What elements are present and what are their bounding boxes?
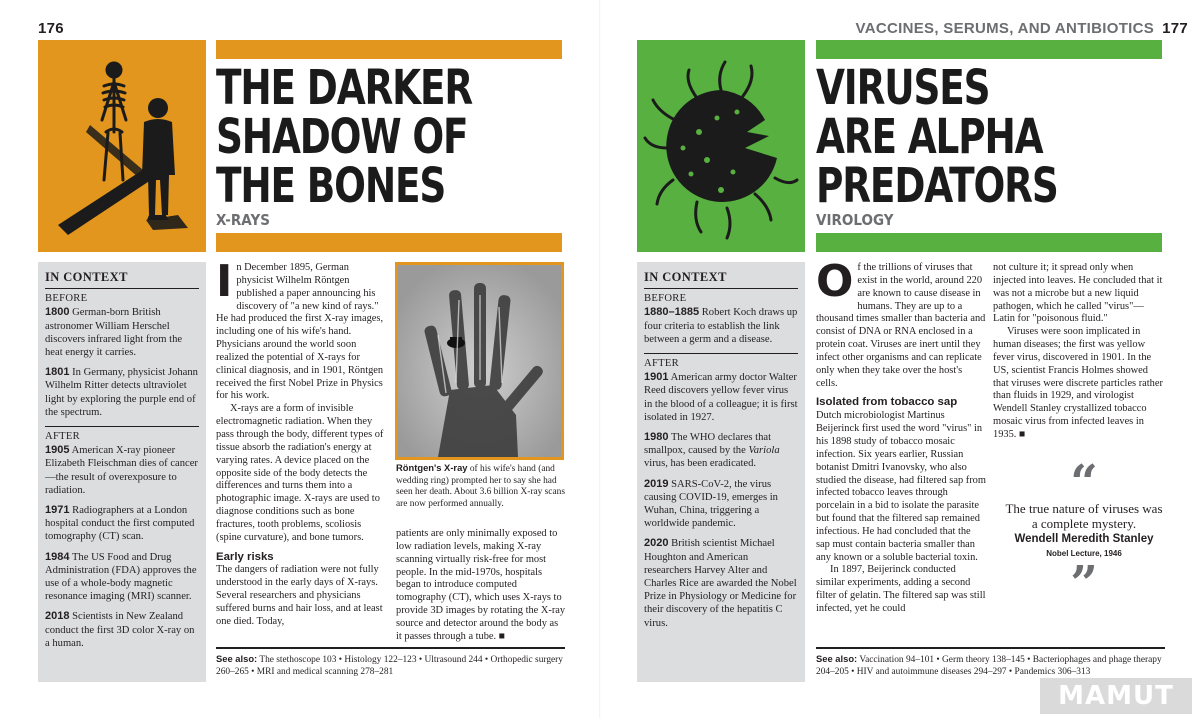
context-entry: 1971 Radiographers at a London hospital conduct the first computed tomography (CT) scan.	[45, 504, 195, 543]
context-entry: 1980 The WHO declares that smallpox, caused by the Variola virus, has been eradicated.	[644, 431, 780, 470]
body-paragraph: In December 1895, German physicist Wilhelm Röntgen published a paper announcing his discovery of "a new kind of rays." He had produced the first X-ray images, including one of his wife's hand. Physicians around the world soon realized the potential of X-rays for clinical diagnosis, and in 1901, Röntgen received the first Nobel Prize in Physics for his work.	[216, 256, 384, 402]
title-band-bottom	[816, 233, 1162, 252]
title-line: VIRUSES	[816, 60, 990, 116]
section-name: VACCINES, SERUMS, AND ANTIBIOTICS	[855, 20, 1155, 37]
context-entry: 1901 American army doctor Walter Reed discovers yellow fever virus in the blood of a colleague; it is first isolated in 1927.	[644, 371, 798, 423]
context-entry: 2019 SARS-CoV-2, the virus causing COVID-19, emerges in Wuhan, China, triggering a worldwide pandemic.	[644, 477, 778, 530]
title-band-bottom	[216, 233, 562, 252]
context-box	[637, 262, 805, 682]
watermark-logo: MAMUT	[1040, 678, 1192, 714]
body-column-2	[993, 262, 1165, 442]
context-entry: 1905 American X-ray pioneer Elizabeth Fleischman dies of cancer—the result of overexposure to radiation.	[45, 444, 198, 496]
context-entry: 2018 Scientists in New Zealand conduct the first 3D color X-ray on a human.	[45, 610, 195, 649]
body-column-1	[216, 256, 386, 629]
context-box	[38, 262, 206, 682]
after-label: AFTER	[644, 358, 680, 370]
body-column-2	[396, 528, 566, 644]
page-number-left: 176	[38, 20, 64, 37]
chapter-subtitle: X-RAYS	[216, 211, 270, 229]
before-label: BEFORE	[45, 293, 88, 305]
virus-predator-icon	[637, 40, 805, 252]
context-heading: IN CONTEXT	[45, 271, 199, 289]
section-subhead: Isolated from tobacco sap	[816, 396, 958, 409]
title-line: THE DARKER	[216, 60, 473, 116]
body-paragraph: Of the trillions of viruses that exist in the world, around 220 are known to cause disease in humans. They are up to a thousand times smaller than bacteria and consist of DNA or RNA enclosed in a protein coat. Viruses are inert until they infect other organisms and can replicate only when they take over the host's cells.	[816, 256, 986, 389]
body-column-1	[816, 256, 986, 616]
context-divider	[644, 353, 798, 354]
title-band-top	[216, 40, 562, 59]
title-line: SHADOW OF	[216, 109, 468, 165]
body-paragraph: Viruses were soon implicated in human diseases; the first was yellow fever virus, discovered in 1901. In the US, scientist Francis Holmes showed that viruses were discrete particles rather than fluids in 1929, and virologist Wendell Stanley crystallized tobacco mosaic virus from infected leaves in 1935. ■	[993, 326, 1163, 440]
chapter-title	[816, 60, 1058, 214]
close-quote-icon: ”	[1070, 556, 1098, 612]
title-line: PREDATORS	[816, 158, 1058, 214]
after-label: AFTER	[45, 431, 81, 443]
running-head	[856, 20, 1188, 37]
context-entry: 1984 The US Food and Drug Administration (FDA) approves the use of a whole-body magnetic resonance imaging (MRI) scanner.	[45, 550, 197, 603]
skeleton-shadow-icon	[38, 40, 206, 252]
see-also: See also: Vaccination 94–101 • Germ theory 138–145 • Bacteriophages and phage therapy 204–205 • HIV and autoimmune diseases 294–297 • Pandemics 306–313	[816, 647, 1165, 678]
body-paragraph: not culture it; it spread only when injected into leaves. He concluded that it was not a microbe but a new liquid pathogen, which he called "virus"—Latin for "poisonous fluid."	[993, 262, 1163, 325]
virus-illustration	[637, 40, 805, 252]
quote-author: Wendell Meredith Stanley	[1014, 533, 1154, 545]
body-paragraph: Dutch microbiologist Martinus Beijerinck first used the word "virus" in his 1898 study of tobacco mosaic infection. Six years earlier, Russian botanist Dmitri Ivanovsky, who also studied the disease, had filtered sap from infected tobacco leaves through porcelain in a bid to isolate the parasite but found that the filtered sap remained infectious. He had concluded that the sap must contain bacteria smaller than any known or a soluble bacterial toxin.	[816, 410, 986, 563]
drop-cap: O	[816, 256, 854, 307]
context-entry: 2020 British scientist Michael Houghton and American researchers Harvey Alter and Charles Rice are awarded the Nobel Prize in Physiology or Medicine for their discovery of the hepatitis C virus.	[644, 537, 797, 629]
context-entry: 1880–1885 Robert Koch draws up four criteria to establish the link between a germ and a disease.	[644, 306, 798, 345]
chapter-title	[216, 60, 473, 214]
body-paragraph: patients are only minimally exposed to low radiation levels, making X-ray scanning virtually risk-free for most people. In the mid-1970s, hospitals began to introduce computed tomography (CT), which uses X-rays to provide 3D images by rotating the X-ray source and detector around the body as it passes through a tube. ■	[396, 528, 566, 642]
drop-cap: I	[216, 256, 233, 307]
body-paragraph: In 1897, Beijerinck conducted similar experiments, adding a second filter of gelatin. The filtered sap was still infected, yet he could	[816, 564, 986, 614]
section-subhead: Early risks	[216, 550, 274, 563]
body-paragraph: The dangers of radiation were not fully understood in the early days of X-rays. Several researchers and physicians suffered burns and hair loss, and at least one died. Today,	[216, 564, 383, 627]
xray-illustration	[38, 40, 206, 252]
before-label: BEFORE	[644, 293, 687, 305]
body-paragraph: X-rays are a form of invisible electromagnetic radiation. When they pass through the body, different types of tissue absorb the radiation's energy at varying rates. A device placed on the opposite side of the body detects the differences and turns them into a photographic image. X-rays are used to diagnose conditions such as bone fractures, tooth problems, scoliosis (spine curvature), and bone tumors.	[216, 403, 384, 543]
chapter-subtitle: VIROLOGY	[816, 211, 894, 229]
pull-quote	[1005, 455, 1163, 635]
xray-photo	[395, 262, 564, 460]
title-band-top	[816, 40, 1162, 59]
see-also: See also: The stethoscope 103 • Histology 122–123 • Ultrasound 244 • Orthopedic surgery 260–265 • MRI and medical scanning 278–281	[216, 647, 565, 678]
right-page	[600, 0, 1200, 718]
title-line: THE BONES	[216, 158, 446, 214]
context-entry: 1801 In Germany, physicist Johann Wilhelm Ritter detects ultraviolet light by exploring the purple end of the spectrum.	[45, 366, 198, 418]
page-number-right: 177	[1162, 20, 1188, 37]
context-heading: IN CONTEXT	[644, 271, 798, 289]
quote-source: Nobel Lecture, 1946	[1046, 549, 1122, 558]
title-line: ARE ALPHA	[816, 109, 1043, 165]
context-divider	[45, 426, 199, 427]
context-entry: 1800 German-born British astronomer William Herschel discovers infrared light from the heat energy it carries.	[45, 306, 183, 359]
quote-text: The true nature of viruses was a complete mystery.	[1005, 501, 1163, 531]
hand-xray-icon	[398, 265, 561, 457]
photo-caption: Röntgen's X-ray of his wife's hand (and wedding ring) prompted her to say she had seen her death. About 3.6 billion X-ray scans are now performed annually.	[396, 462, 565, 509]
open-quote-icon: “	[1070, 455, 1098, 511]
